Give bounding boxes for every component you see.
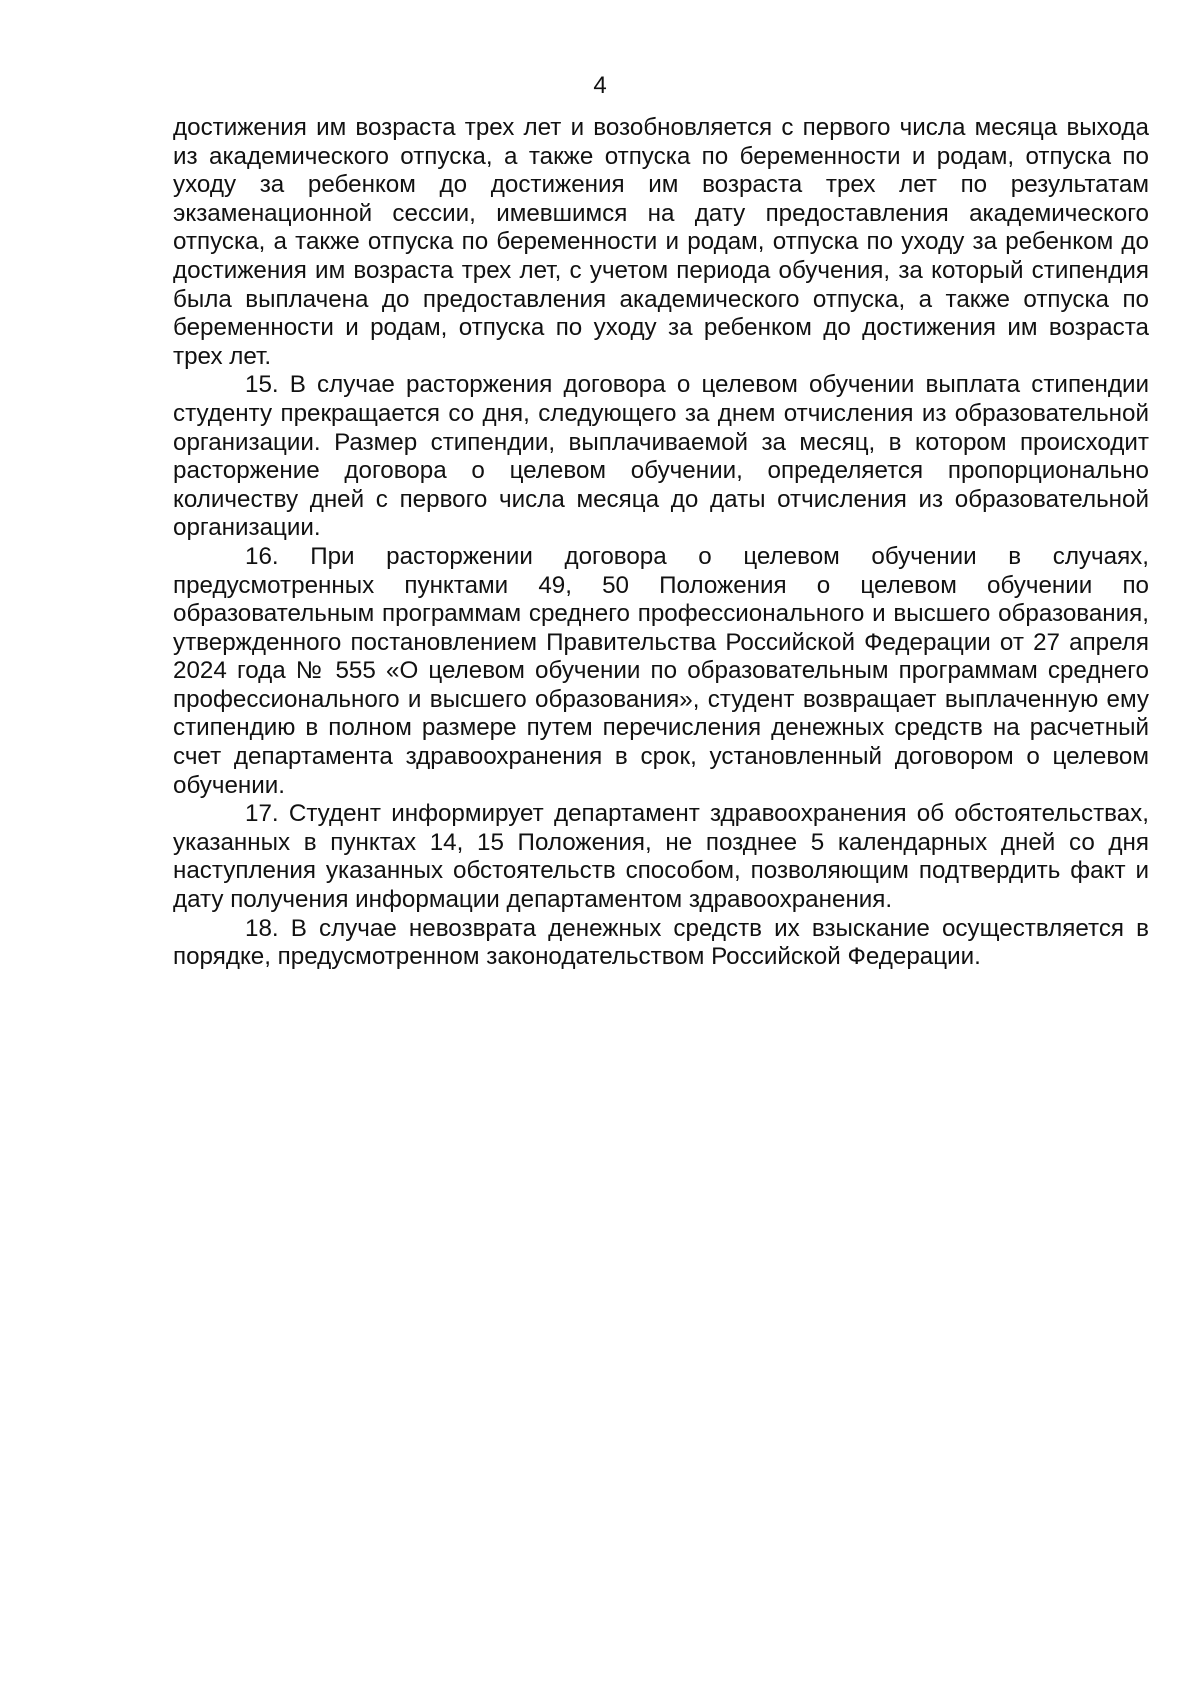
item-number: 16. — [245, 542, 279, 570]
item-text: В случае расторжения договора о целевом обучении выплата стипендии студенту прекращается со дня, следующего за днем отчисления из образовательной организации. Размер стипендии, выплачиваемой за месяц, в котором происходит расторжение договора о целевом обучении, определяется пропорционально количеству дней с первого числа месяца до даты отчисления из образовательной организации. — [173, 371, 1149, 542]
paragraph-item-16 — [173, 543, 1149, 800]
continuation-paragraph: достижения им возраста трех лет и возобновляется с первого числа месяца выхода из академического отпуска, а также отпуска по беременности и родам, отпуска по уходу за ребенком до достижения им возраста трех лет по результатам экзаменационной сессии, имевшимся на дату предоставления академического отпуска, а также отпуска по беременности и родам, отпуска по уходу за ребенком до достижения им возраста трех лет, с учетом периода обучения, за который стипендия была выплачена до предоставления академического отпуска, а также отпуска по беременности и родам, отпуска по уходу за ребенком до достижения им возраста трех лет. — [173, 114, 1149, 370]
paragraph-item-18 — [173, 915, 1149, 972]
document-body — [173, 114, 1149, 972]
page-number: 4 — [593, 72, 607, 99]
item-text: Студент информирует департамент здравоохранения об обстоятельствах, указанных в пунктах 14, 15 Положения, не позднее 5 календарных дней со дня наступления указанных обстоятельств способом, позволяющим подтвердить факт и дату получения информации департаментом здравоохранения. — [173, 800, 1149, 914]
item-number: 18. — [245, 914, 279, 942]
paragraph-item-15 — [173, 371, 1149, 543]
item-number: 15. — [245, 371, 279, 399]
paragraph-item-17 — [173, 800, 1149, 914]
item-number: 17. — [245, 800, 279, 828]
item-text: В случае невозврата денежных средств их взыскание осуществляется в порядке, предусмотренном законодательством Российской Федерации. — [173, 914, 1149, 971]
item-text: При расторжении договора о целевом обучении в случаях, предусмотренных пунктами 49, 50 Положения о целевом обучении по образовательным программам среднего профессионального и высшего образования, утвержденного постановлением Правительства Российской Федерации от 27 апреля 2024 года № 555 «О целевом обучении по образовательным программам среднего профессионального и высшего образования», студент возвращает выплаченную ему стипендию в полном размере путем перечисления денежных средств на расчетный счет департамента здравоохранения в срок, установленный договором о целевом обучении. — [173, 542, 1149, 799]
